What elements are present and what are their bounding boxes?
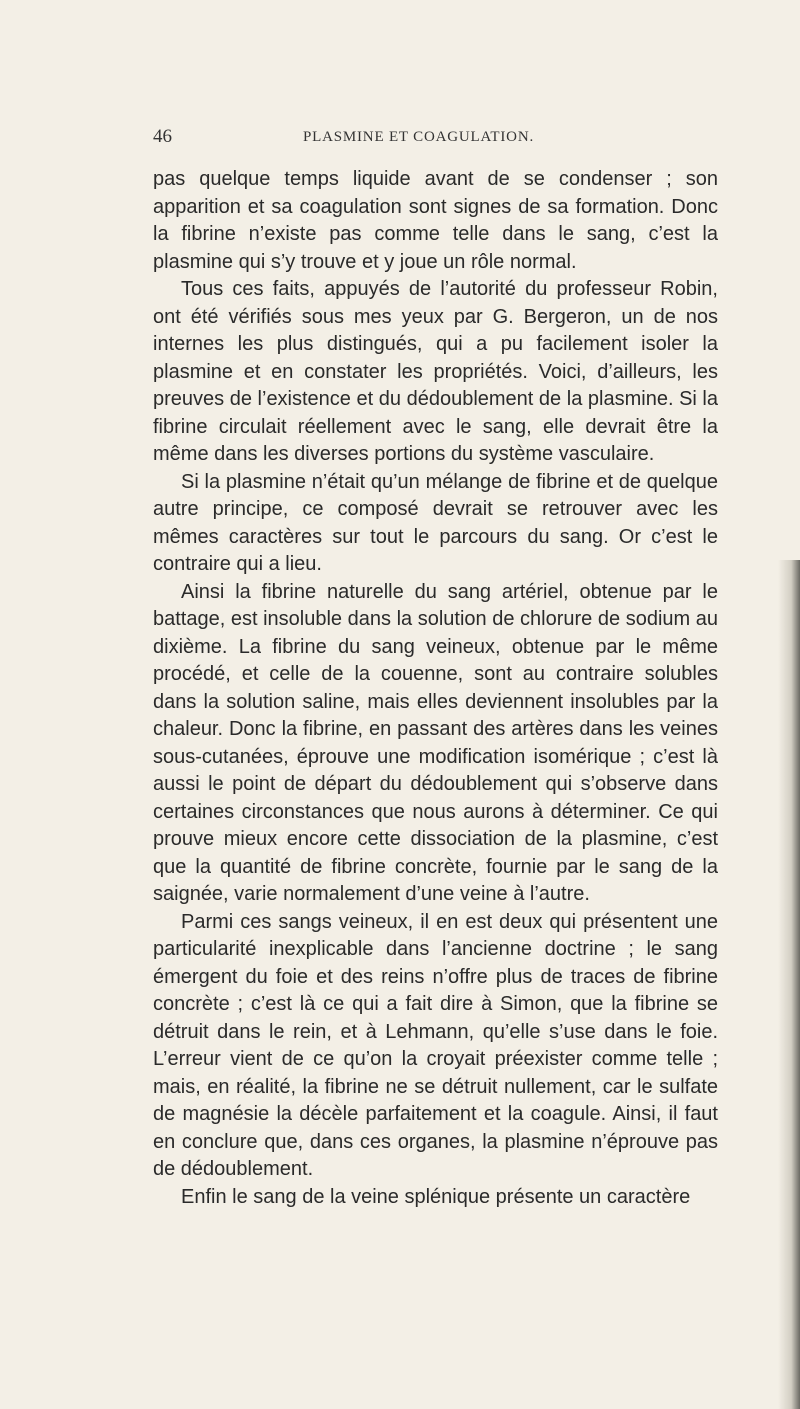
running-title: PLASMINE ET COAGULATION.	[303, 129, 535, 145]
paragraph: pas quelque temps liquide avant de se condenser ; son apparition et sa coagulation sont signes de sa formation. Donc la fibrine n’existe pas comme telle dans le sang, c’est la plasmine qui s’y trouve et y joue un rôle normal.	[153, 168, 718, 273]
paragraph: Si la plasmine n’était qu’un mélange de fibrine et de quelque autre principe, ce composé devrait se retrouver avec les mêmes caractères sur tout le parcours du sang. Or c’est le contraire qui a lieu.	[153, 470, 718, 575]
page-header	[153, 126, 713, 156]
paragraph: Ainsi la fibrine naturelle du sang artériel, obtenue par le battage, est insoluble dans la solution de chlorure de sodium au dixième. La fibrine du sang veineux, obtenue par le même procédé, et celle de la couenne, sont au contraire solubles dans la solution saline, mais elles deviennent insolubles par la chaleur. Donc la fibrine, en passant des artères dans les veines sous-cutanées, éprouve une modification isomérique ; c’est là aussi le point de départ du dédoublement qui s’observe dans certaines circonstances que nous aurons à déterminer. Ce qui prouve mieux encore cette dissociation de la plasmine, c’est que la quantité de fibrine concrète, fournie par le sang de la saignée, varie normalement d’une veine à l’autre.	[153, 580, 718, 905]
paragraph: Parmi ces sangs veineux, il en est deux qui présentent une particularité inexplicable dans l’ancienne doctrine ; le sang émergent du foie et des reins n’offre plus de traces de fibrine concrète ; c’est là ce qui a fait dire à Simon, que la fibrine se détruit dans le rein, et à Lehmann, qu’elle s’use dans le foie. L’erreur vient de ce qu’on la croyait préexister comme telle ; mais, en réalité, la fibrine ne se détruit nullement, car le sulfate de magnésie la décèle parfaitement et la coagule. Ainsi, il faut en conclure que, dans ces organes, la plasmine n’éprouve pas de dédoublement.	[153, 910, 718, 1180]
paragraph: Enfin le sang de la veine splénique présente un caractère	[181, 1185, 691, 1208]
page-edge-shadow	[778, 560, 800, 1409]
page-number: 46	[153, 126, 172, 147]
body-text	[153, 166, 718, 1211]
paragraph: Tous ces faits, appuyés de l’autorité du professeur Robin, ont été vérifiés sous mes yeux par G. Bergeron, un de nos internes les plus distingués, qui a pu facilement isoler la plasmine et en constater les propriétés. Voici, d’ailleurs, les preuves de l’existence et du dédoublement de la plasmine. Si la fibrine circulait réellement avec le sang, elle devrait être la même dans les diverses portions du système vasculaire.	[153, 278, 718, 465]
